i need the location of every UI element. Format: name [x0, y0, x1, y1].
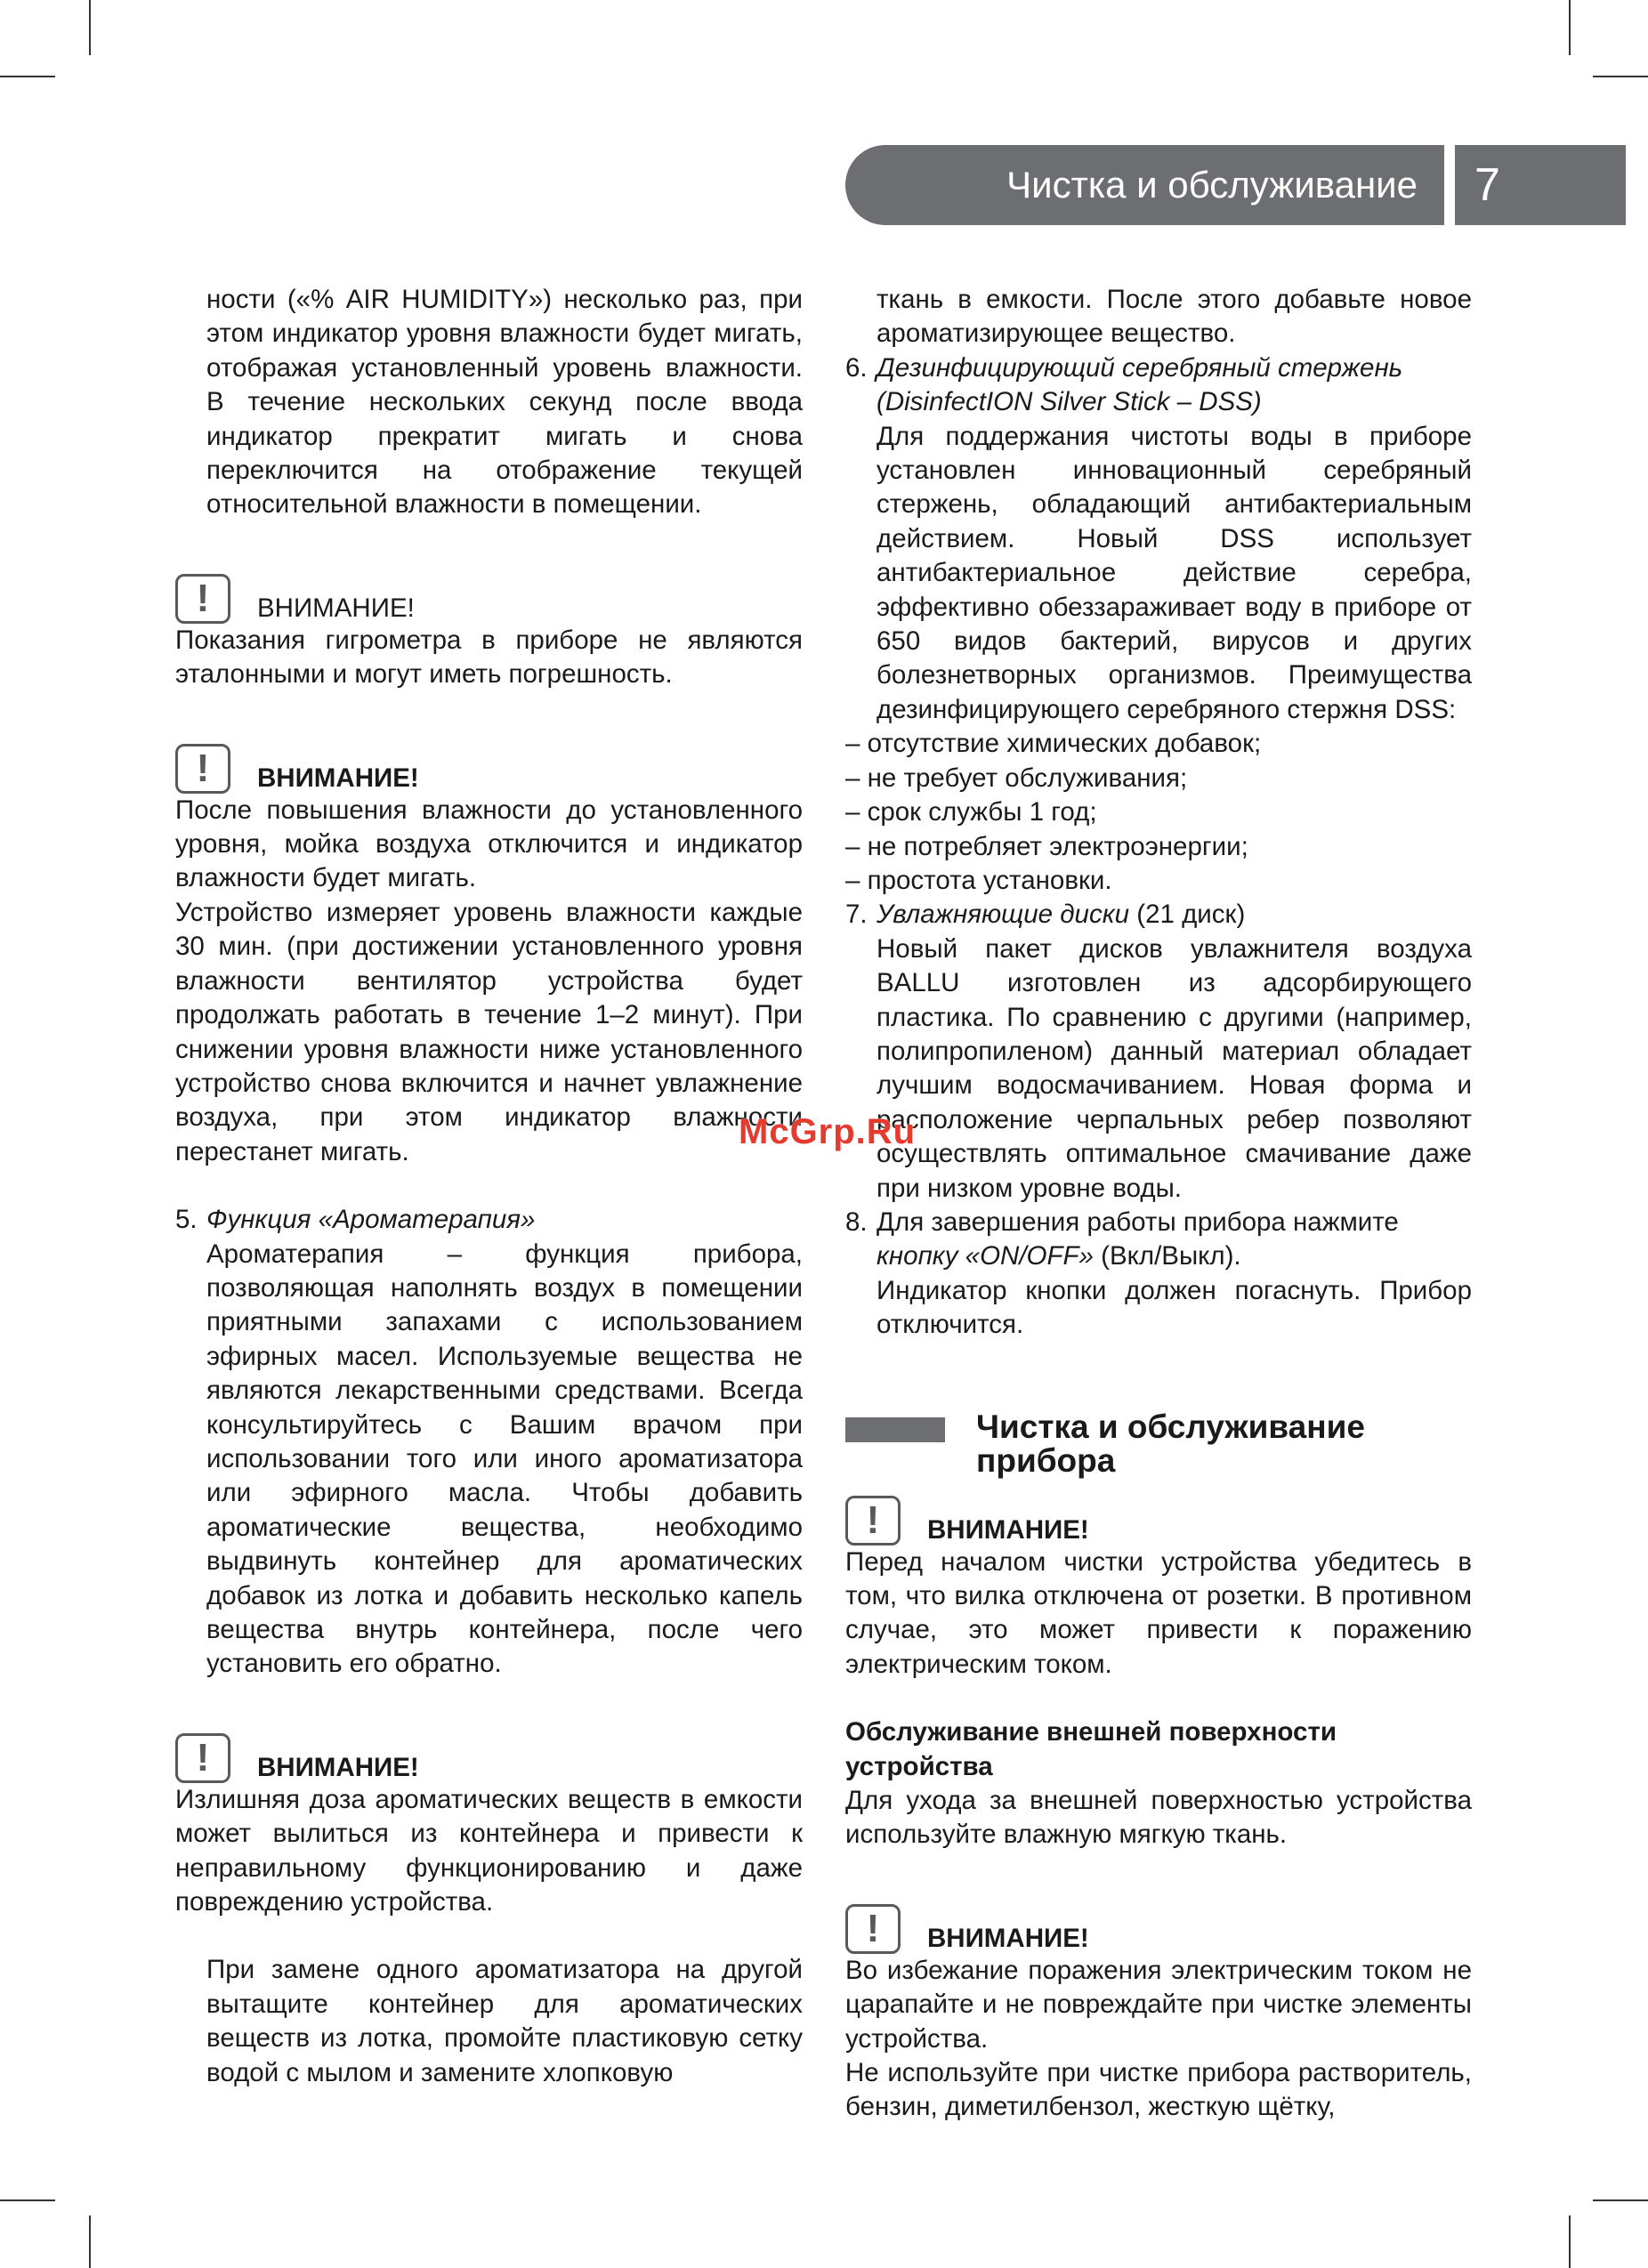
list-item: – не требует обслуживания; [845, 763, 1188, 793]
exclamation-icon: ! [845, 1496, 901, 1546]
section-title-line: Чистка и обслуживание [976, 1408, 1365, 1445]
item-title-suffix: (21 диск) [1129, 900, 1246, 930]
list-item-6 [845, 351, 1472, 420]
item-number: 5. [175, 1205, 198, 1235]
crop-mark [89, 2216, 91, 2268]
crop-mark [0, 76, 55, 77]
item-number: 7. [845, 900, 868, 930]
list-item-7 [845, 898, 1472, 932]
warning-label: ВНИМАНИЕ! [257, 763, 419, 793]
exclamation-icon: ! [175, 574, 230, 624]
exclamation-icon: ! [845, 1904, 901, 1954]
section-header: Чистка и обслуживание [845, 145, 1444, 225]
section-marker [845, 1417, 945, 1442]
intro-paragraph: ности («% AIR HUMIDITY») несколько раз, при этом индикатор уровня влажности будет мигать, отображая установленный уровень влажности. В течение нескольких секунд после ввода индикатор прекратит мигать и снова переключится на отображение текущей относительной влажности в помещении. [206, 285, 803, 520]
warning-label: ВНИМАНИЕ! [257, 1752, 419, 1782]
section-heading [845, 1410, 1472, 1478]
body-paragraph: Не используйте при чистке прибора растворитель, бензин, диметилбензол, жесткую щётку, [845, 2058, 1472, 2122]
body-paragraph: При замене одного ароматизатора на другой вытащите контейнер для ароматических веществ из лотка, промойте пластиковую сетку водой с мылом и замените хлопковую [206, 1955, 803, 2087]
list-item: – простота установки. [845, 865, 1112, 895]
list-item: – срок службы 1 год; [845, 797, 1097, 827]
list-item-8 [845, 1206, 1472, 1274]
exclamation-icon: ! [175, 744, 230, 794]
item-title: Увлажняющие диски [877, 900, 1130, 930]
list-item-5 [175, 1203, 803, 1237]
body-paragraph: ткань в емкости. После этого добавьте новое ароматизирующее вещество. [877, 285, 1472, 349]
right-column [845, 283, 1472, 2125]
warning-text: Показания гигрометра в приборе не являются эталонными и могут иметь погрешность. [175, 625, 803, 690]
watermark: McGrp.Ru [739, 1112, 917, 1151]
list-item: – отсутствие химических добавок; [845, 729, 1262, 759]
warning-label: ВНИМАНИЕ! [927, 1514, 1089, 1545]
warning-label: ВНИМАНИЕ! [257, 593, 415, 623]
item-prefix: Для завершения работы прибора нажмите [877, 1207, 1399, 1237]
section-title-line: прибора [976, 1441, 1116, 1479]
list-item: – не потребляет электроэнергии; [845, 831, 1248, 861]
warning-text: Во избежание поражения электрическим током не царапайте и не повреждайте при чистке элементы устройства. [845, 1955, 1472, 2054]
crop-mark [1593, 76, 1648, 77]
warning-text: Излишняя доза ароматических веществ в емкости может вылиться из контейнера и привести к неправильному функционированию и даже повреждению устройства. [175, 1784, 803, 1917]
subheading: Обслуживание внешней поверхности устройства [845, 1717, 1337, 1781]
body-paragraph: Для ухода за внешней поверхностью устройства используйте влажную мягкую ткань. [845, 1786, 1472, 1850]
item-suffix: (Вкл/Выкл). [1093, 1241, 1241, 1271]
page-number: 7 [1455, 145, 1626, 225]
warning-label: ВНИМАНИЕ! [927, 1923, 1089, 1953]
item-number: 6. [845, 352, 868, 383]
dss-list [845, 727, 1472, 898]
crop-mark [1569, 0, 1571, 55]
crop-mark [89, 0, 91, 55]
warning-2 [175, 744, 803, 794]
crop-mark [0, 2199, 55, 2201]
item-number: 8. [845, 1207, 868, 1237]
left-column [175, 283, 803, 2090]
warning-1 [175, 574, 803, 624]
item-title: Функция «Ароматерапия» [206, 1205, 536, 1235]
item-text: Для поддержания чистоты воды в приборе установлен инновационный серебряный стержень, обладающий антибактериальным действием. Новый DSS использует антибактериальное действие серебра, эффективно обеззараживает воду в приборе от 650 видов бактерий, вирусов и других болезнетворных организмов. Преимущества дезинфицирующего серебряного стержня DSS: [877, 421, 1472, 724]
item-text: Новый пакет дисков увлажнителя воздуха BALLU изготовлен из адсорбирующего пластика. По сравнению с другими (например, полипропиленом) данный материал обладает лучшим водосмачиванием. Новая форма и расположение черпальных ребер позволяют осуществлять оптимальное смачивание даже при низком уровне воды. [877, 933, 1472, 1203]
item-button-name: кнопку «ON/OFF» [877, 1241, 1094, 1271]
item-text: Индикатор кнопки должен погаснуть. Прибор отключится. [877, 1275, 1472, 1340]
body-paragraph: Устройство измеряет уровень влажности каждые 30 мин. (при достижении установленного уровня влажности вентилятор устройства будет продолжать работать в течение 1–2 минут). При снижении уровня влажности ниже установленного устройство снова включится и начнет увлажнение воздуха, при этом индикатор влажности перестанет мигать. [175, 897, 803, 1166]
warning-3 [175, 1733, 803, 1783]
item-text: Ароматерапия – функция прибора, позволяющая наполнять воздух в помещении приятными запахами с использованием эфирных масел. Используемые вещества не являются лекарственными средствами. Всегда консультируйтесь с Вашим врачом при использовании того или иного ароматизатора или эфирного масла. Чтобы добавить ароматические вещества, необходимо выдвинуть контейнер для ароматических добавок из лотка и добавить несколько капель вещества внутрь контейнера, после чего установить его обратно. [206, 1239, 803, 1679]
warning-text: Перед началом чистки устройства убедитесь в том, что вилка отключена от розетки. В противном случае, это может привести к поражению электрическим током. [845, 1546, 1472, 1679]
item-title: Дезинфицирующий серебряный стержень (DisinfectION Silver Stick – DSS) [877, 352, 1403, 417]
warning-4 [845, 1496, 1472, 1546]
exclamation-icon: ! [175, 1733, 230, 1783]
crop-mark [1569, 2216, 1571, 2268]
warning-text: После повышения влажности до установленного уровня, мойка воздуха отключится и индикатор влажности будет мигать. [175, 795, 803, 893]
crop-mark [1593, 2199, 1648, 2201]
warning-5 [845, 1904, 1472, 1954]
